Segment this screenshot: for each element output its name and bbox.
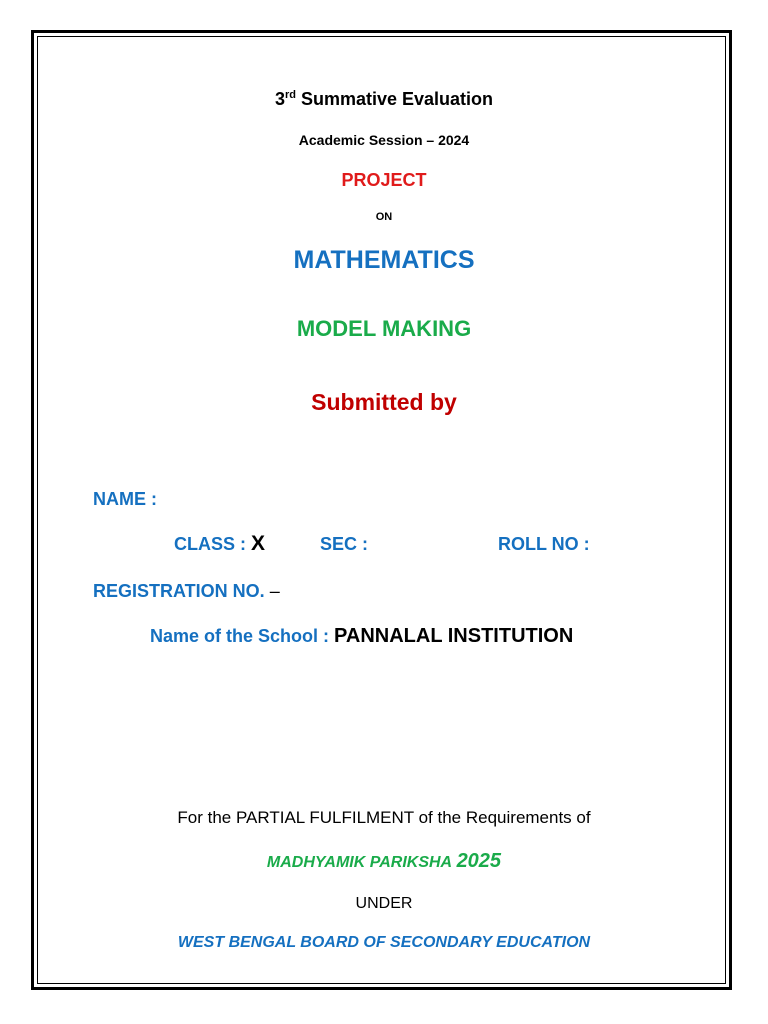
registration-field xyxy=(93,581,280,602)
under-label: UNDER xyxy=(355,895,413,912)
evaluation-suffix: rd xyxy=(284,89,296,101)
topic-title: MODEL MAKING xyxy=(296,316,472,341)
registration-label: REGISTRATION NO. xyxy=(93,581,265,601)
evaluation-ordinal: 3 xyxy=(274,89,285,109)
registration-sep: – xyxy=(269,581,280,601)
subject-title: MATHEMATICS xyxy=(293,246,475,274)
fulfilment-text: For the PARTIAL FULFILMENT of the Requirements of xyxy=(177,808,591,827)
evaluation-title xyxy=(0,89,768,110)
submitted-by: Submitted by xyxy=(311,389,457,415)
class-field xyxy=(174,532,265,556)
school-label: Name of the School : xyxy=(150,626,330,646)
board-name: WEST BENGAL BOARD OF SECONDARY EDUCATION xyxy=(177,934,591,951)
roll-label: ROLL NO : xyxy=(498,534,590,554)
exam-year: 2025 xyxy=(456,850,502,872)
class-label: CLASS : xyxy=(174,534,246,554)
exam-line xyxy=(0,850,768,873)
class-value: X xyxy=(251,532,266,555)
school-value: PANNALAL INSTITUTION xyxy=(334,625,574,647)
sec-label: SEC : xyxy=(320,534,369,554)
project-label: PROJECT xyxy=(341,170,427,190)
exam-name: MADHYAMIK PARIKSHA xyxy=(266,854,453,871)
name-label: NAME : xyxy=(93,489,157,509)
school-field xyxy=(150,625,573,648)
academic-session: Academic Session – 2024 xyxy=(298,132,470,148)
on-label: ON xyxy=(375,211,393,223)
evaluation-label: Summative Evaluation xyxy=(300,89,494,109)
